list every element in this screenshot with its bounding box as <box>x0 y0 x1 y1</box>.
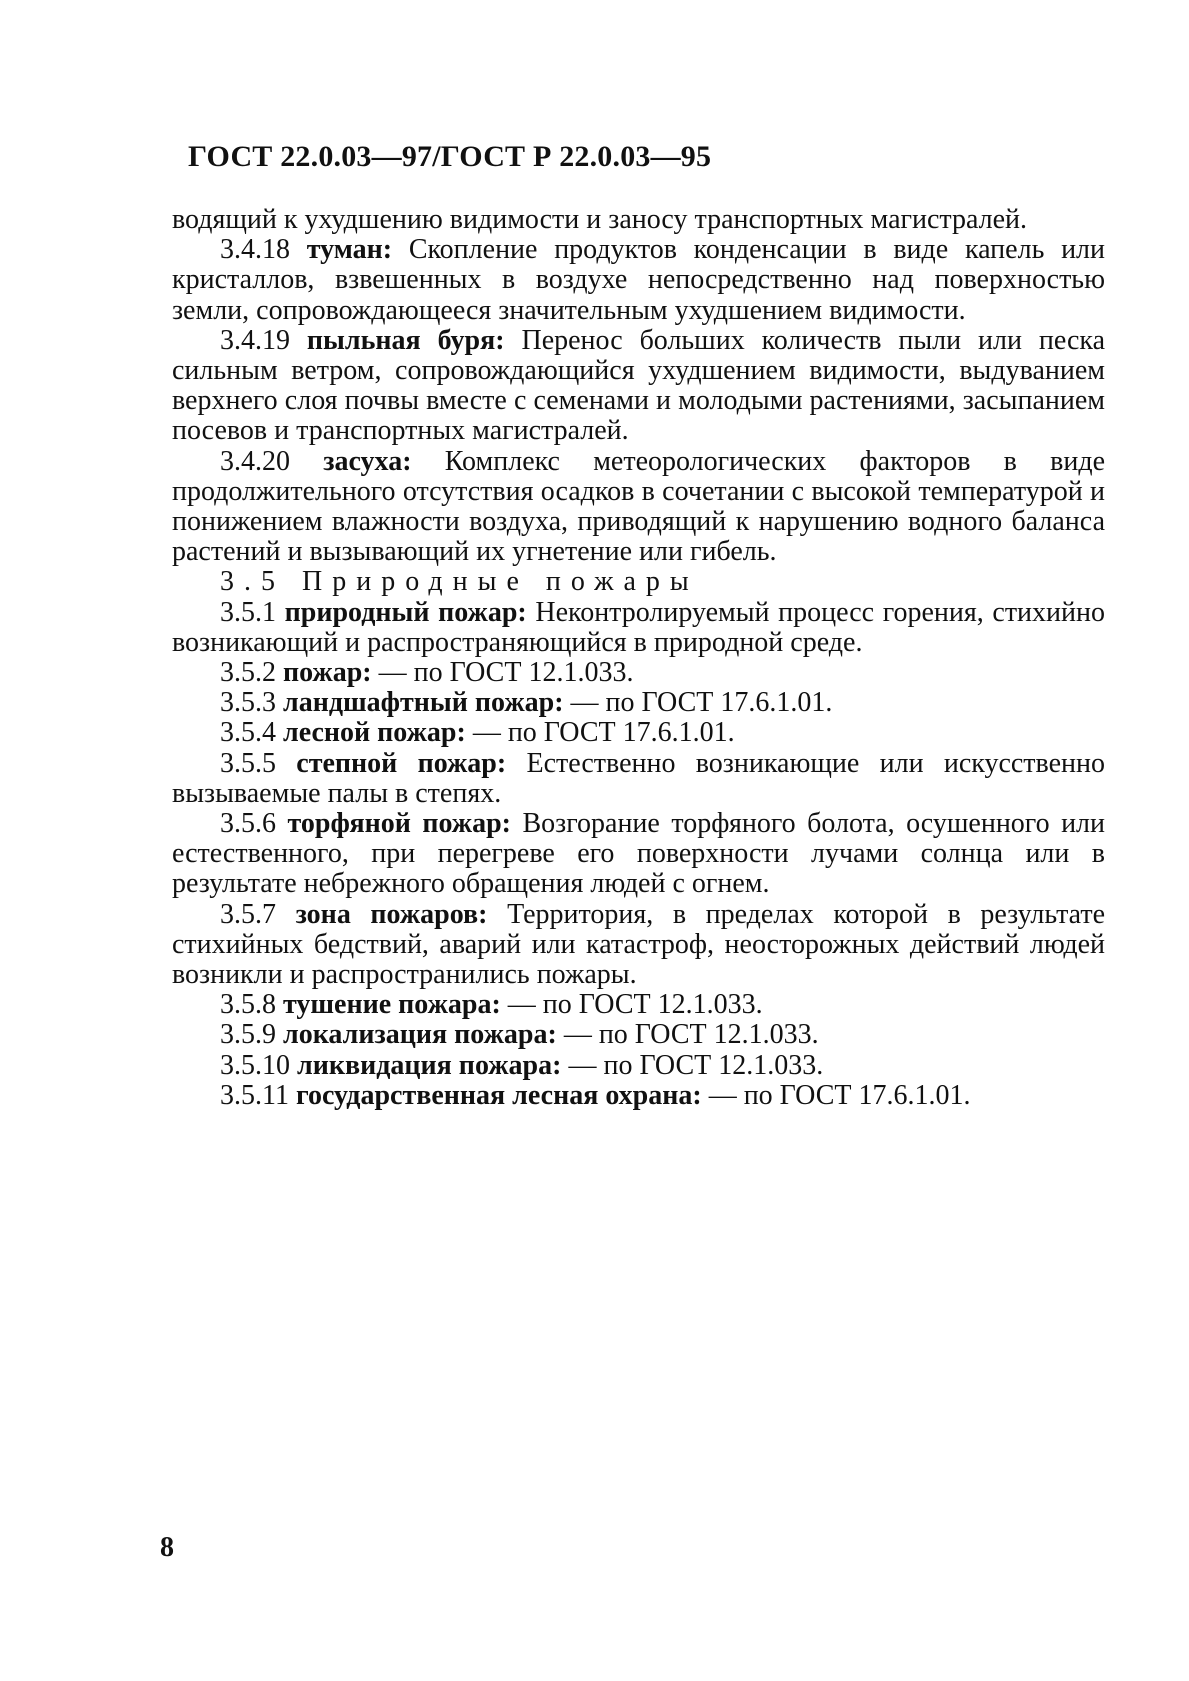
defined-term: степной пожар: <box>296 747 507 779</box>
clause-number: 3.5.2 <box>220 657 276 689</box>
clause-number: 3.5.9 <box>220 1019 276 1051</box>
defined-term: лесной пожар: <box>283 717 466 749</box>
definition-3-5-7 <box>172 900 1105 991</box>
defined-term: тушение пожара: <box>283 989 501 1021</box>
clause-number: 3.5.10 <box>220 1049 290 1081</box>
definition-3-5-11 <box>172 1081 1105 1111</box>
definition-text: — по ГОСТ 17.6.1.01. <box>570 687 833 719</box>
clause-number: 3.5.1 <box>220 596 276 628</box>
page-number: 8 <box>160 1532 174 1563</box>
definition-text: Скопление продуктов конденсации в виде капель или кристаллов, взвешенных в воздухе непосредственно над поверхностью земли, сопровождающееся значительным ухудшением видимости. <box>172 234 1106 326</box>
definition-text: — по ГОСТ 17.6.1.01. <box>472 717 735 749</box>
section-title: Природные пожары <box>302 566 699 598</box>
defined-term: торфяной пожар: <box>287 808 511 840</box>
defined-term: засуха: <box>323 445 412 477</box>
definition-3-5-5 <box>172 749 1105 809</box>
definition-text: — по ГОСТ 12.1.033. <box>507 989 763 1021</box>
definition-text: — по ГОСТ 12.1.033. <box>568 1049 824 1081</box>
clause-number: 3.5.4 <box>220 717 276 749</box>
definition-3-4-19 <box>172 326 1105 447</box>
section-heading-3-5 <box>172 567 1105 597</box>
definition-3-4-20 <box>172 447 1105 568</box>
definition-3-5-2 <box>172 658 1105 688</box>
defined-term: локализация пожара: <box>283 1019 557 1051</box>
document-header: ГОСТ 22.0.03—97/ГОСТ Р 22.0.03—95 <box>188 140 712 173</box>
clause-number: 3.5.3 <box>220 687 276 719</box>
definition-text: Комплекс метеорологических факторов в виде продолжительного отсутствия осадков в сочетании с высокой температурой и понижением влажности воздуха, приводящий к нарушению водного баланса растений и вызывающий их угнетение или гибель. <box>172 445 1106 568</box>
defined-term: туман: <box>306 234 393 266</box>
definition-3-5-10 <box>172 1051 1105 1081</box>
definition-text: — по ГОСТ 12.1.033. <box>378 657 634 689</box>
clause-number: 3.4.19 <box>220 324 290 356</box>
clause-number: 3.5.8 <box>220 989 276 1021</box>
definition-text: Территория, в пределах которой в результате стихийных бедствий, аварий или катастроф, неосторожных действий людей возникли и распространились пожары. <box>172 898 1106 991</box>
definition-text: — по ГОСТ 12.1.033. <box>563 1019 819 1051</box>
definition-3-5-6 <box>172 809 1105 900</box>
defined-term: пыльная буря: <box>306 324 505 356</box>
definition-text: Возгорание торфяного болота, осушенного или естественного, при перегреве его поверхности лучами солнца или в результате небрежного обращения людей с огнем. <box>172 808 1106 900</box>
defined-term: ландшафтный пожар: <box>283 687 564 719</box>
definition-3-5-1 <box>172 598 1105 658</box>
definition-text: — по ГОСТ 17.6.1.01. <box>708 1079 971 1111</box>
defined-term: ликвидация пожара: <box>297 1049 562 1081</box>
definition-text: Неконтролируемый процесс горения, стихийно возникающий и распространяющийся в природной среде. <box>172 596 1105 658</box>
section-number: 3.5 <box>220 566 285 598</box>
clause-number: 3.5.5 <box>220 747 276 779</box>
definition-text: Перенос больших количеств пыли или песка сильным ветром, сопровождающийся ухудшением видимости, выдуванием верхнего слоя почвы вместе с семенами и молодыми растениями, засыпанием посевов и транспортных магистралей. <box>172 324 1106 447</box>
defined-term: государственная лесная охрана: <box>295 1079 702 1111</box>
defined-term: зона пожаров: <box>295 898 488 930</box>
definition-3-5-3 <box>172 688 1105 718</box>
clause-number: 3.4.20 <box>220 445 290 477</box>
definition-3-5-9 <box>172 1020 1105 1050</box>
document-body <box>172 205 1105 1111</box>
intro-continuation: водящий к ухудшению видимости и заносу транспортных магистралей. <box>172 204 1028 235</box>
defined-term: природный пожар: <box>284 596 527 628</box>
defined-term: пожар: <box>283 657 372 689</box>
clause-number: 3.5.7 <box>220 898 276 930</box>
definition-3-5-4 <box>172 718 1105 748</box>
definition-3-5-8 <box>172 990 1105 1020</box>
definition-3-4-18 <box>172 235 1105 326</box>
clause-number: 3.4.18 <box>220 234 290 266</box>
clause-number: 3.5.6 <box>220 808 276 840</box>
clause-number: 3.5.11 <box>220 1079 289 1111</box>
definition-text: Естественно возникающие или искусственно вызываемые палы в степях. <box>172 747 1105 809</box>
